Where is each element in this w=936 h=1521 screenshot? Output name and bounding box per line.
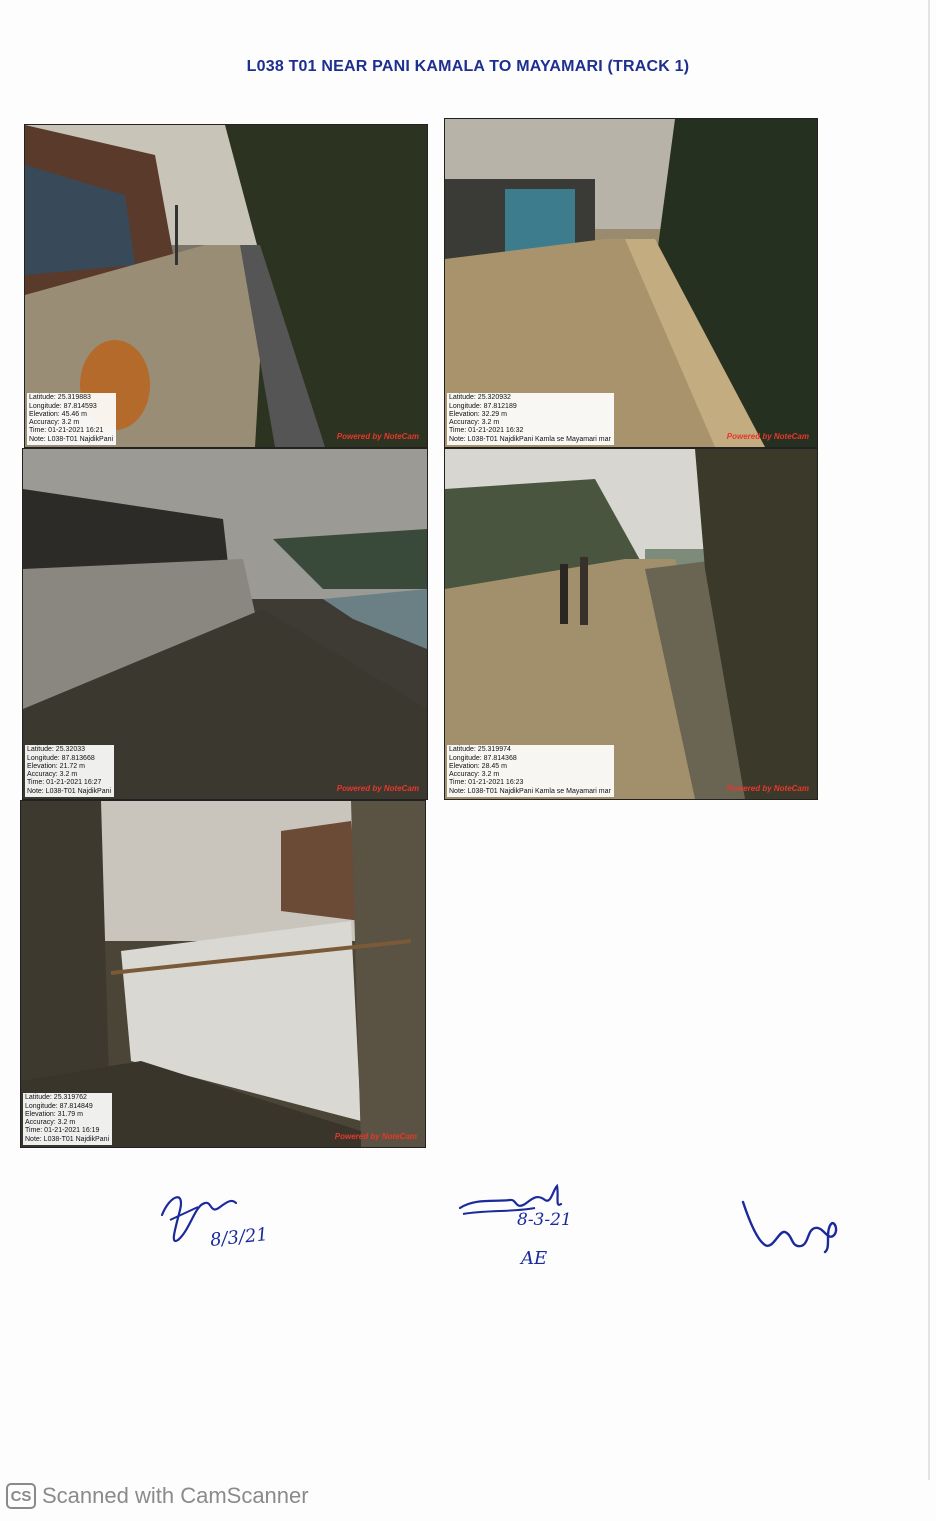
elevation: Elevation: 45.46 m bbox=[29, 410, 87, 418]
time: Time: 01-21-2021 16:32 bbox=[449, 427, 524, 435]
time: Time: 01-21-2021 16:27 bbox=[27, 779, 102, 787]
signature-middle-date: 8-3-21 bbox=[517, 1210, 572, 1230]
latitude: Latitude: 25.319762 bbox=[25, 1094, 87, 1102]
accuracy: Accuracy: 3.2 m bbox=[27, 771, 78, 779]
note: Note: L038-T01 NajdikPani bbox=[25, 1135, 110, 1143]
latitude: Latitude: 25.319883 bbox=[29, 394, 91, 402]
notecam-watermark: Powered by NoteCam bbox=[726, 432, 809, 441]
time: Time: 01-21-2021 16:21 bbox=[29, 427, 104, 435]
site-photo-5 bbox=[20, 800, 426, 1148]
accuracy: Accuracy: 3.2 m bbox=[449, 419, 500, 427]
longitude: Longitude: 87.814849 bbox=[25, 1102, 93, 1110]
signature-middle-role: AE bbox=[521, 1248, 548, 1269]
note: Note: L038-T01 NajdikPani bbox=[29, 435, 114, 443]
accuracy: Accuracy: 3.2 m bbox=[29, 419, 80, 427]
signature-left-date: 8/3/21 bbox=[209, 1224, 269, 1251]
site-photo-3 bbox=[22, 448, 428, 800]
note: Note: L038-T01 NajdikPani Kamla se Mayamari mar bbox=[449, 787, 611, 795]
elevation: Elevation: 21.72 m bbox=[27, 762, 85, 770]
notecam-watermark: Powered by NoteCam bbox=[336, 784, 419, 793]
signature-middle bbox=[455, 1180, 595, 1280]
photo-5-geotag bbox=[23, 1093, 112, 1145]
note: Note: L038-T01 NajdikPani Kamla se Mayamari mar bbox=[449, 435, 611, 443]
site-photo-1 bbox=[24, 124, 428, 448]
notecam-watermark: Powered by NoteCam bbox=[336, 432, 419, 441]
site-photo-2 bbox=[444, 118, 818, 448]
longitude: Longitude: 87.814593 bbox=[29, 402, 97, 410]
photo-2-geotag bbox=[447, 393, 614, 445]
camscanner-text: Scanned with CamScanner bbox=[42, 1483, 309, 1508]
camscanner-logo-icon: CS bbox=[6, 1483, 36, 1509]
notecam-watermark: Powered by NoteCam bbox=[334, 1132, 417, 1141]
signature-right-scrawl bbox=[735, 1190, 845, 1260]
page-title: L038 T01 NEAR PANI KAMALA TO MAYAMARI (TRACK 1) bbox=[246, 58, 690, 75]
accuracy: Accuracy: 3.2 m bbox=[449, 771, 500, 779]
signature-right bbox=[735, 1190, 845, 1260]
latitude: Latitude: 25.320932 bbox=[449, 394, 511, 402]
camscanner-watermark bbox=[6, 1483, 309, 1509]
time: Time: 01-21-2021 16:19 bbox=[25, 1127, 100, 1135]
photo-3-geotag bbox=[25, 745, 114, 797]
longitude: Longitude: 87.813668 bbox=[27, 754, 95, 762]
longitude: Longitude: 87.812189 bbox=[449, 402, 517, 410]
elevation: Elevation: 32.29 m bbox=[449, 410, 507, 418]
time: Time: 01-21-2021 16:23 bbox=[449, 779, 524, 787]
latitude: Latitude: 25.319974 bbox=[449, 746, 511, 754]
accuracy: Accuracy: 3.2 m bbox=[25, 1119, 76, 1127]
photo-4-geotag bbox=[447, 745, 614, 797]
signature-left bbox=[150, 1185, 280, 1265]
note: Note: L038-T01 NajdikPani bbox=[27, 787, 112, 795]
longitude: Longitude: 87.814368 bbox=[449, 754, 517, 762]
site-photo-4 bbox=[444, 448, 818, 800]
latitude: Latitude: 25.32033 bbox=[27, 746, 85, 754]
photo-1-geotag bbox=[27, 393, 116, 445]
elevation: Elevation: 31.79 m bbox=[25, 1110, 83, 1118]
elevation: Elevation: 28.45 m bbox=[449, 762, 507, 770]
notecam-watermark: Powered by NoteCam bbox=[726, 784, 809, 793]
page-edge bbox=[928, 0, 930, 1480]
